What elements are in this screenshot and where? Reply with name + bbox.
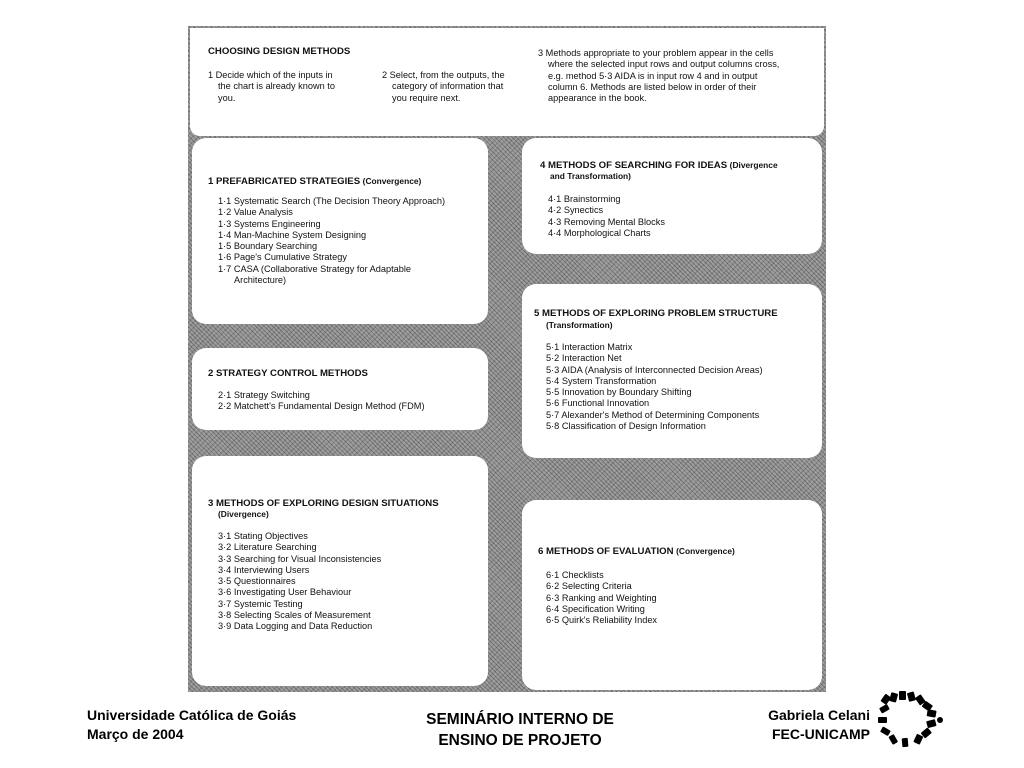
section-6-list — [546, 570, 657, 626]
footer-institution — [87, 706, 296, 744]
list-item: 1·1 Systematic Search (The Decision Theory Approach) — [218, 196, 446, 206]
list-item: 6·3 Ranking and Weighting — [546, 592, 657, 603]
list-item: 5·3 AIDA (Analysis of Interconnected Decision Areas) — [546, 364, 763, 375]
presentation-date: Março de 2004 — [87, 726, 184, 742]
section-1-panel — [192, 138, 488, 324]
section-4-panel — [522, 138, 822, 254]
list-item: 5·7 Alexander's Method of Determining Components — [546, 409, 760, 420]
instructions-panel — [190, 28, 824, 136]
list-item: 4·3 Removing Mental Blocks — [548, 216, 665, 227]
section-2-list — [218, 390, 425, 413]
step-1-line: 1 Decide which of the inputs in — [208, 70, 333, 80]
section-1-qualifier: (Convergence) — [362, 176, 422, 186]
section-4-qualifier-cont: and Transformation) — [550, 171, 631, 181]
list-item: 1·3 Systems Engineering — [218, 218, 321, 229]
footer-author — [720, 706, 870, 744]
list-item: 5·6 Functional Innovation — [546, 398, 650, 409]
author-affiliation: FEC-UNICAMP — [772, 726, 870, 742]
step-1-line: the chart is already known to — [218, 81, 335, 92]
institution-name: Universidade Católica de Goiás — [87, 707, 297, 723]
list-item: 1·5 Boundary Searching — [218, 241, 318, 252]
list-item: 5·8 Classification of Design Information — [546, 421, 706, 432]
seminar-title-line-1: SEMINÁRIO INTERNO DE — [426, 711, 614, 728]
section-4-list — [548, 194, 665, 239]
list-item: 5·1 Interaction Matrix — [546, 342, 633, 352]
section-3-title: 3 METHODS OF EXPLORING DESIGN SITUATIONS — [208, 498, 439, 509]
step-1-line: you. — [218, 92, 236, 103]
section-5-panel — [522, 284, 822, 458]
list-item: 6·4 Specification Writing — [546, 603, 645, 614]
section-6-panel — [522, 500, 822, 690]
section-6-heading — [538, 546, 735, 557]
step-3-text — [538, 48, 779, 104]
section-3-panel — [192, 456, 488, 686]
section-4-title: 4 METHODS OF SEARCHING FOR IDEAS — [540, 160, 728, 171]
unicamp-logo-icon — [876, 690, 948, 748]
chart-title: CHOOSING DESIGN METHODS — [208, 46, 351, 57]
list-item: 3·2 Literature Searching — [218, 542, 317, 553]
step-3-line: e.g. method 5·3 AIDA is in input row 4 and in output — [548, 70, 758, 81]
list-item: 2·2 Matchett's Fundamental Design Method (FDM) — [218, 401, 425, 412]
step-2-text — [382, 70, 505, 104]
list-item: 3·6 Investigating User Behaviour — [218, 587, 352, 598]
list-item: 3·8 Selecting Scales of Measurement — [218, 610, 371, 621]
list-item: 5·2 Interaction Net — [546, 353, 622, 364]
section-6-title: 6 METHODS OF EVALUATION — [538, 546, 674, 557]
step-2-line: 2 Select, from the outputs, the — [382, 70, 505, 80]
section-3-qualifier: (Divergence) — [218, 509, 269, 519]
list-item: 6·5 Quirk's Reliability Index — [546, 615, 658, 626]
step-3-line: appearance in the book. — [548, 93, 647, 104]
section-1-heading — [208, 176, 421, 187]
seminar-title-line-2: ENSINO DE PROJETO — [438, 732, 602, 749]
list-item: 4·2 Synectics — [548, 205, 604, 216]
list-item-continuation: Architecture) — [234, 275, 287, 286]
step-2-line: you require next. — [392, 92, 461, 103]
section-1-title: 1 PREFABRICATED STRATEGIES — [208, 176, 361, 187]
author-name: Gabriela Celani — [768, 707, 870, 723]
list-item: 3·9 Data Logging and Data Reduction — [218, 621, 373, 632]
list-item: 1·6 Page's Cumulative Strategy — [218, 252, 347, 263]
section-1-list — [218, 196, 445, 286]
list-item: 3·3 Searching for Visual Inconsistencies — [218, 553, 382, 564]
step-3-line: where the selected input rows and output columns cross, — [548, 59, 780, 70]
step-2-line: category of information that — [392, 81, 504, 92]
section-4-qualifier: (Divergence — [729, 160, 778, 170]
list-item: 1·2 Value Analysis — [218, 207, 293, 218]
step-3-line: column 6. Methods are listed below in order of their — [548, 81, 757, 92]
list-item: 1·4 Man-Machine System Designing — [218, 229, 367, 240]
list-item: 5·4 System Transformation — [546, 375, 657, 386]
list-item: 3·7 Systemic Testing — [218, 598, 303, 609]
list-item: 1·7 CASA (Collaborative Strategy for Adaptable — [218, 263, 412, 274]
section-2-title: 2 STRATEGY CONTROL METHODS — [208, 368, 368, 379]
section-5-qualifier: (Transformation) — [546, 320, 613, 330]
section-2-panel — [192, 348, 488, 430]
list-item: 3·1 Stating Objectives — [218, 531, 308, 541]
list-item: 3·4 Interviewing Users — [218, 564, 310, 575]
scanned-chart-page — [188, 26, 826, 692]
list-item: 4·1 Brainstorming — [548, 194, 621, 204]
list-item: 3·5 Questionnaires — [218, 576, 296, 587]
section-6-qualifier: (Convergence) — [676, 546, 735, 556]
section-5-list — [546, 342, 763, 432]
step-1-text — [208, 70, 335, 104]
section-5-title: 5 METHODS OF EXPLORING PROBLEM STRUCTURE — [534, 308, 778, 319]
list-item: 6·1 Checklists — [546, 570, 604, 580]
list-item: 5·5 Innovation by Boundary Shifting — [546, 387, 692, 398]
list-item: 2·1 Strategy Switching — [218, 390, 310, 400]
list-item: 4·4 Morphological Charts — [548, 227, 651, 238]
step-3-line: 3 Methods appropriate to your problem appear in the cells — [538, 48, 774, 58]
list-item: 6·2 Selecting Criteria — [546, 581, 632, 592]
section-3-list — [218, 531, 381, 633]
section-4-heading — [540, 160, 778, 171]
footer-seminar-title — [370, 709, 670, 751]
